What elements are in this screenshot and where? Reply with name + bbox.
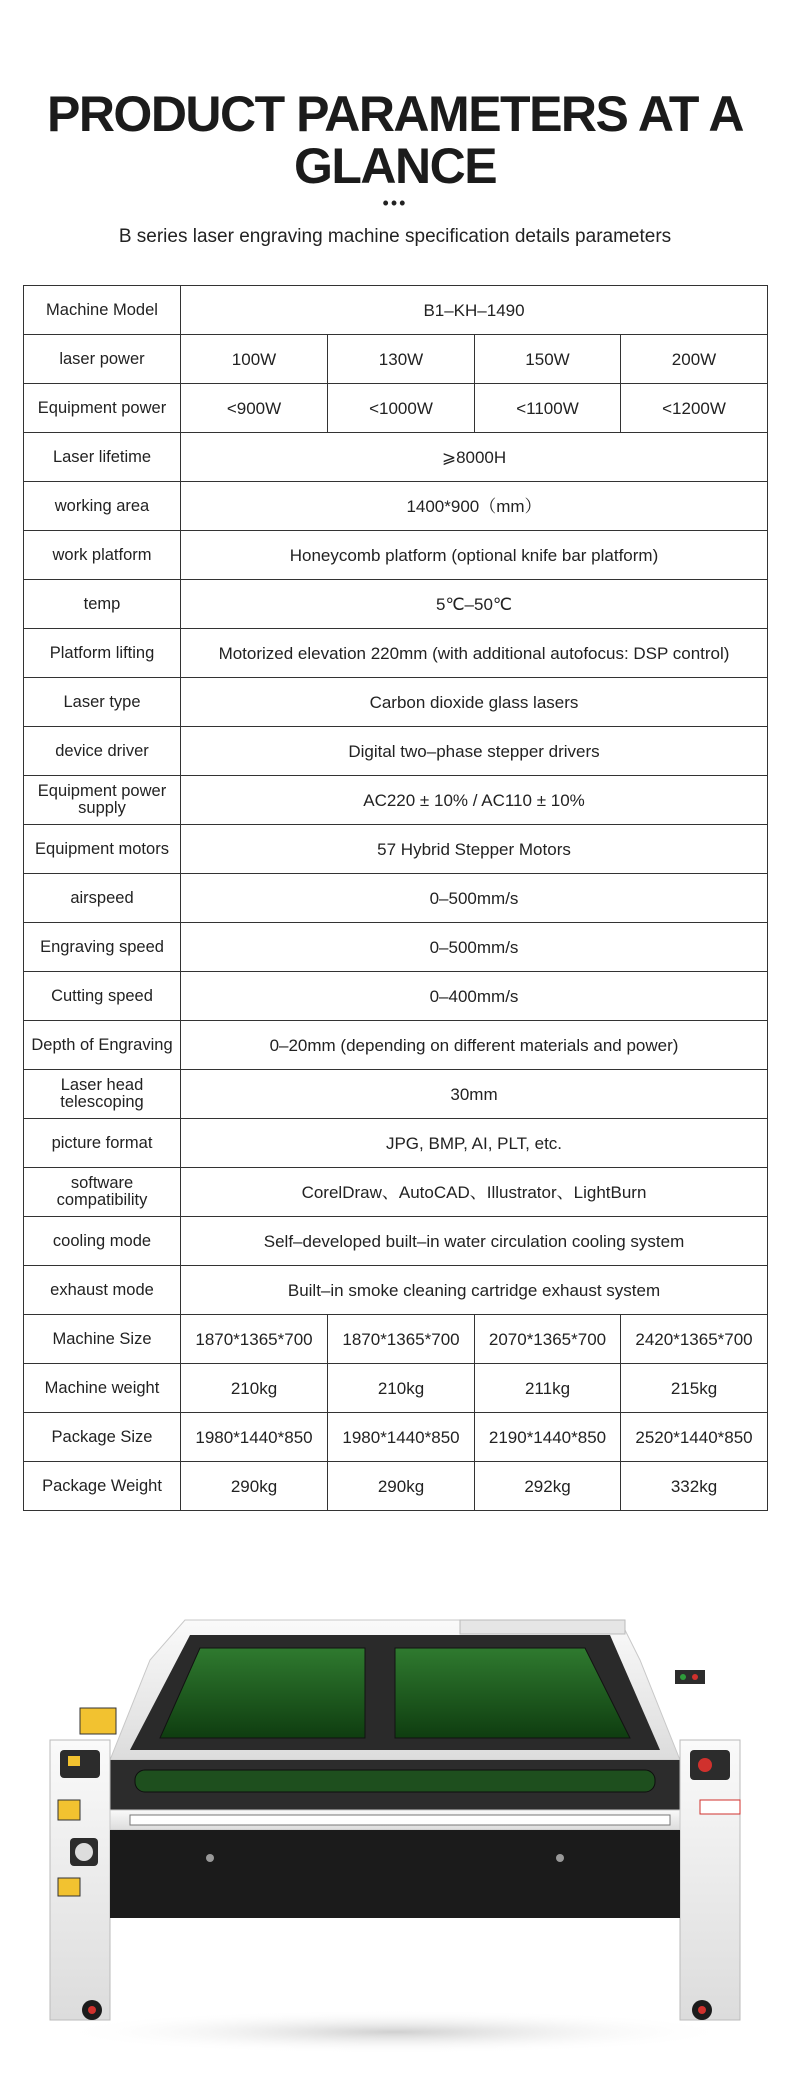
front-rail — [130, 1815, 670, 1825]
spec-row — [24, 1168, 768, 1217]
key-switch — [68, 1756, 80, 1766]
spec-value: Built–in smoke cleaning cartridge exhaust system — [181, 1266, 768, 1315]
page-subtitle: B series laser engraving machine specification details parameters — [118, 226, 672, 247]
spec-value: 1980*1440*850 — [181, 1413, 328, 1462]
spec-label: Laser head telescoping — [24, 1070, 181, 1119]
spec-value: 2070*1365*700 — [475, 1315, 621, 1364]
spec-value: 130W — [328, 335, 475, 384]
emergency-stop-button — [698, 1758, 712, 1772]
page-title-line-2: GLANCE — [293, 138, 497, 194]
spec-label: device driver — [24, 727, 181, 776]
lid-hinge — [460, 1620, 625, 1634]
spec-row — [24, 580, 768, 629]
spec-row — [24, 1021, 768, 1070]
spec-value: <1100W — [475, 384, 621, 433]
spec-value: B1–KH–1490 — [181, 286, 768, 335]
warning-label-top — [80, 1708, 116, 1734]
spec-value: 210kg — [181, 1364, 328, 1413]
spec-row — [24, 1217, 768, 1266]
indicator-lights — [675, 1670, 705, 1684]
spec-row — [24, 1315, 768, 1364]
right-side-panel — [680, 1740, 740, 2020]
spec-value: Self–developed built–in water circulation cooling system — [181, 1217, 768, 1266]
spec-value: 2420*1365*700 — [621, 1315, 768, 1364]
spec-row — [24, 678, 768, 727]
spec-row — [24, 1364, 768, 1413]
spec-value: 150W — [475, 335, 621, 384]
spec-value: JPG, BMP, AI, PLT, etc. — [181, 1119, 768, 1168]
spec-value: 0–400mm/s — [181, 972, 768, 1021]
front-drawer — [110, 1830, 680, 1918]
spec-value: 211kg — [475, 1364, 621, 1413]
spec-label: Equipment power — [24, 384, 181, 433]
spec-value: <900W — [181, 384, 328, 433]
spec-row — [24, 384, 768, 433]
spec-row — [24, 531, 768, 580]
drawer-lock-left — [206, 1854, 214, 1862]
spec-row — [24, 825, 768, 874]
spec-value: 292kg — [475, 1462, 621, 1511]
spec-label: Cutting speed — [24, 972, 181, 1021]
spec-row — [24, 1266, 768, 1315]
title-dots-divider: ••• — [382, 193, 408, 213]
spec-row — [24, 482, 768, 531]
laser-engraving-machine-image — [40, 1600, 750, 2060]
spec-value: 332kg — [621, 1462, 768, 1511]
spec-value: 30mm — [181, 1070, 768, 1119]
spec-row — [24, 1462, 768, 1511]
spec-label: laser power — [24, 335, 181, 384]
spec-value: 5℃–50℃ — [181, 580, 768, 629]
spec-row — [24, 335, 768, 384]
warning-label-left — [58, 1800, 80, 1820]
spec-value: 0–500mm/s — [181, 923, 768, 972]
spec-value: 210kg — [328, 1364, 475, 1413]
warning-label-lower — [58, 1878, 80, 1896]
spec-label: Machine weight — [24, 1364, 181, 1413]
spec-value: <1200W — [621, 384, 768, 433]
spec-value: ⩾8000H — [181, 433, 768, 482]
spec-value: Motorized elevation 220mm (with additional autofocus: DSP control) — [181, 629, 768, 678]
page-title — [0, 88, 790, 192]
spec-label: cooling mode — [24, 1217, 181, 1266]
spec-value: 1870*1365*700 — [328, 1315, 475, 1364]
spec-row — [24, 874, 768, 923]
spec-value: 100W — [181, 335, 328, 384]
spec-label: Package Size — [24, 1413, 181, 1462]
spec-value: 1980*1440*850 — [328, 1413, 475, 1462]
spec-label: working area — [24, 482, 181, 531]
spec-row — [24, 727, 768, 776]
spec-row — [24, 776, 768, 825]
spec-value: Digital two–phase stepper drivers — [181, 727, 768, 776]
spec-label: Machine Model — [24, 286, 181, 335]
spec-value: CorelDraw、AutoCAD、Illustrator、LightBurn — [181, 1168, 768, 1217]
spec-row — [24, 1119, 768, 1168]
spec-value: 215kg — [621, 1364, 768, 1413]
spec-row — [24, 1413, 768, 1462]
drawer-lock-right — [556, 1854, 564, 1862]
spec-label: Package Weight — [24, 1462, 181, 1511]
spec-label: picture format — [24, 1119, 181, 1168]
spec-label: Equipment motors — [24, 825, 181, 874]
spec-row — [24, 1070, 768, 1119]
spec-label: Platform lifting — [24, 629, 181, 678]
spec-value: 1400*900（mm） — [181, 482, 768, 531]
spec-row — [24, 923, 768, 972]
spec-label: Depth of Engraving — [24, 1021, 181, 1070]
spec-label: Laser lifetime — [24, 433, 181, 482]
spec-label: temp — [24, 580, 181, 629]
spec-label: exhaust mode — [24, 1266, 181, 1315]
spec-table — [23, 285, 768, 1511]
spec-value: 0–20mm (depending on different materials and power) — [181, 1021, 768, 1070]
spec-label: Laser type — [24, 678, 181, 727]
spec-label: Engraving speed — [24, 923, 181, 972]
spec-value: 2520*1440*850 — [621, 1413, 768, 1462]
spec-value: 200W — [621, 335, 768, 384]
page-title-line-1: PRODUCT PARAMETERS AT A — [46, 86, 744, 142]
warning-label-right — [700, 1800, 740, 1814]
spec-value: 57 Hybrid Stepper Motors — [181, 825, 768, 874]
spec-row — [24, 972, 768, 1021]
front-viewing-slot — [135, 1770, 655, 1792]
spec-row — [24, 433, 768, 482]
spec-value: 2190*1440*850 — [475, 1413, 621, 1462]
spec-label: work platform — [24, 531, 181, 580]
spec-label: Equipment power supply — [24, 776, 181, 825]
floor-shadow — [55, 2010, 735, 2054]
spec-value: Carbon dioxide glass lasers — [181, 678, 768, 727]
spec-value: 290kg — [328, 1462, 475, 1511]
spec-value: <1000W — [328, 384, 475, 433]
spec-value: AC220 ± 10% / AC110 ± 10% — [181, 776, 768, 825]
spec-row — [24, 629, 768, 678]
spec-label: Machine Size — [24, 1315, 181, 1364]
spec-row — [24, 286, 768, 335]
spec-label: airspeed — [24, 874, 181, 923]
spec-value: Honeycomb platform (optional knife bar platform) — [181, 531, 768, 580]
spec-value: 0–500mm/s — [181, 874, 768, 923]
spec-value: 290kg — [181, 1462, 328, 1511]
spec-label: software compatibility — [24, 1168, 181, 1217]
spec-value: 1870*1365*700 — [181, 1315, 328, 1364]
